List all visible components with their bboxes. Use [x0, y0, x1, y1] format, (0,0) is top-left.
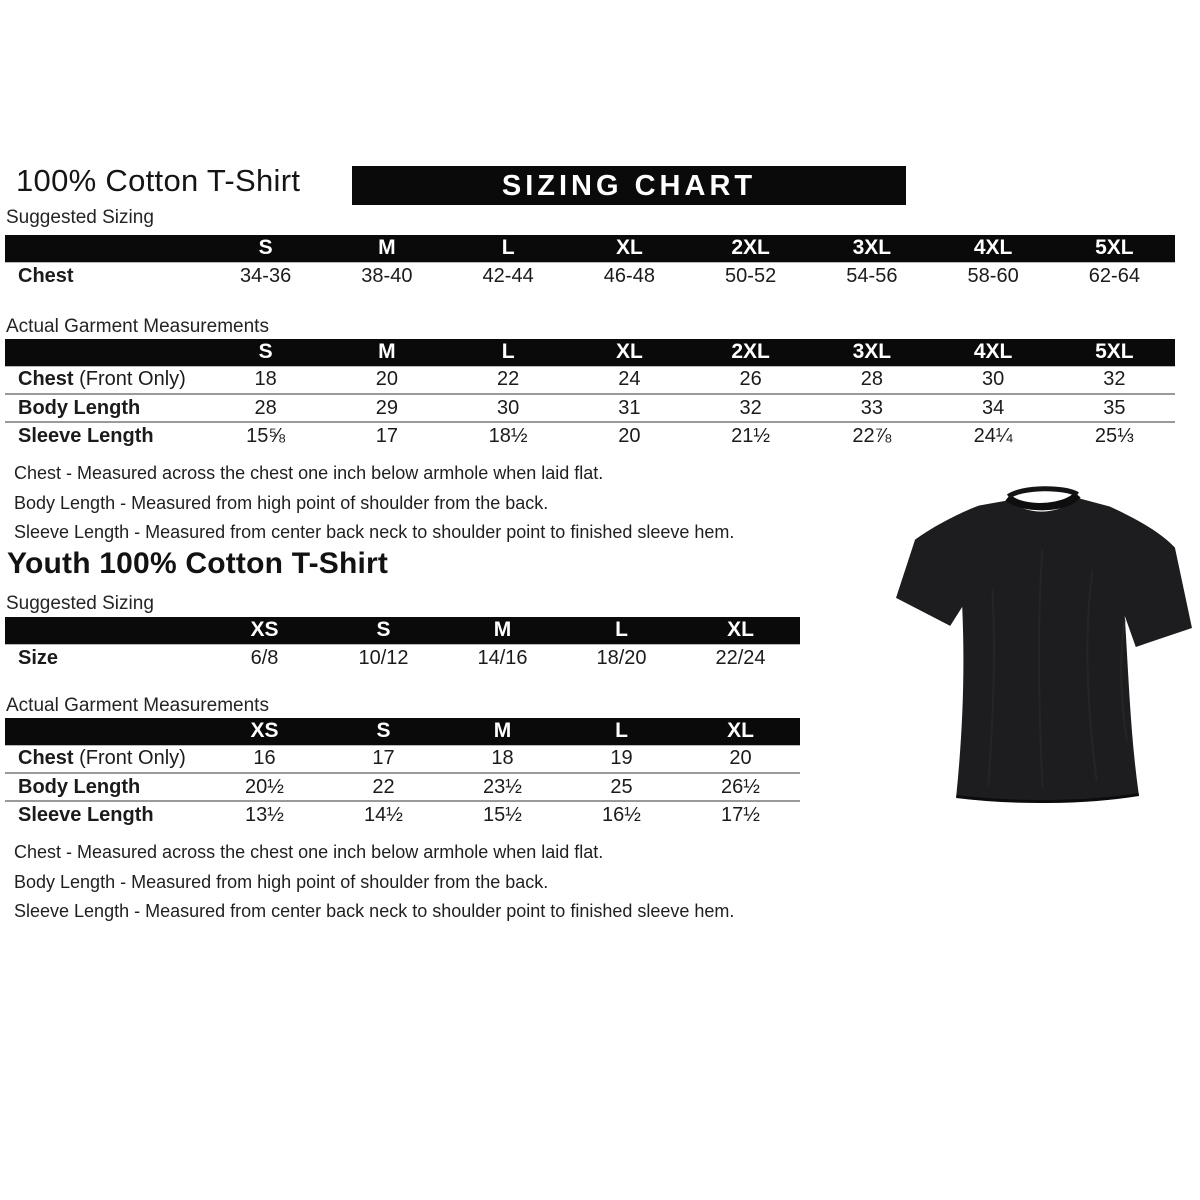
measurement-value: 32	[690, 394, 811, 422]
youth-suggested-sizing-table	[5, 617, 800, 672]
measurement-value: 16	[253, 747, 276, 770]
measurement-value: 62-64	[1088, 264, 1140, 287]
measurement-value: 34	[933, 394, 1054, 422]
size-column-header: XS	[205, 718, 324, 745]
tshirt-body	[896, 499, 1192, 802]
row-label: Sleeve Length	[5, 422, 205, 450]
measurement-value: 15½	[443, 801, 562, 829]
measurement-value: 17½	[681, 801, 800, 829]
measurement-value: 58-60	[967, 264, 1019, 287]
measurement-value: 18½	[448, 422, 569, 450]
youth-actual-measurements-table	[5, 718, 800, 829]
adult-actual-measurements-label: Actual Garment Measurements	[6, 316, 269, 337]
table-row	[5, 773, 800, 801]
size-column-header: M	[326, 235, 447, 262]
sizing-chart-banner: SIZING CHART	[352, 166, 906, 205]
size-column-header: S	[205, 339, 326, 366]
measurement-value: 30	[982, 368, 1005, 391]
measurement-value: 15⅝	[205, 422, 326, 450]
row-label: Body Length	[5, 394, 205, 422]
table-row	[5, 394, 1175, 422]
table-row	[5, 801, 800, 829]
measurement-value: 32	[1103, 368, 1126, 391]
page-title: 100% Cotton T-Shirt	[16, 163, 301, 198]
size-column-header: 3XL	[811, 235, 932, 262]
measurement-value: 23½	[443, 773, 562, 801]
size-column-header: XL	[681, 617, 800, 644]
tshirt-collar-top	[1008, 489, 1077, 497]
measurement-value: 16½	[562, 801, 681, 829]
measurement-value: 30	[448, 394, 569, 422]
table-row	[5, 644, 800, 672]
measurement-value: 54-56	[846, 264, 898, 287]
size-column-header: XL	[681, 718, 800, 745]
measurement-value: 28	[860, 368, 883, 391]
table-row	[5, 422, 1175, 450]
table-row	[5, 745, 800, 773]
header-corner	[5, 617, 205, 644]
measurement-value: 31	[569, 394, 690, 422]
note-body: Body Length - Measured from high point of shoulder from the back.	[14, 871, 549, 892]
header-corner	[5, 718, 205, 745]
size-column-header: S	[324, 617, 443, 644]
size-column-header: XL	[569, 235, 690, 262]
tshirt-image	[892, 479, 1199, 813]
measurement-value: 26	[739, 368, 762, 391]
youth-section-title: Youth 100% Cotton T-Shirt	[7, 547, 389, 580]
measurement-value: 25⅓	[1054, 422, 1175, 450]
measurement-value: 18	[254, 368, 277, 391]
measurement-value: 35	[1054, 394, 1175, 422]
size-column-header: XS	[205, 617, 324, 644]
adult-actual-measurements-table	[5, 339, 1175, 450]
measurement-value: 42-44	[482, 264, 534, 287]
measurement-value: 18/20	[596, 646, 647, 669]
size-column-header: XL	[569, 339, 690, 366]
adult-suggested-sizing-label: Suggested Sizing	[6, 207, 154, 228]
measurement-value: 13½	[205, 801, 324, 829]
header-corner	[5, 235, 205, 262]
measurement-value: 29	[326, 394, 447, 422]
measurement-value: 20½	[205, 773, 324, 801]
adult-measurement-notes	[14, 459, 734, 548]
measurement-value: 10/12	[358, 646, 409, 669]
measurement-value: 26½	[681, 773, 800, 801]
adult-suggested-sizing-table	[5, 235, 1175, 290]
measurement-value: 22/24	[715, 646, 766, 669]
measurement-value: 19	[610, 747, 633, 770]
size-column-header: 2XL	[690, 235, 811, 262]
size-column-header: S	[205, 235, 326, 262]
measurement-value: 20	[375, 368, 398, 391]
measurement-value: 50-52	[725, 264, 777, 287]
youth-actual-measurements-label: Actual Garment Measurements	[6, 695, 269, 716]
row-label: Chest	[18, 264, 74, 287]
row-label: Chest (Front Only)	[18, 368, 186, 391]
measurement-value: 14/16	[477, 646, 528, 669]
size-column-header: M	[443, 718, 562, 745]
measurement-value: 22	[497, 368, 520, 391]
measurement-value: 14½	[324, 801, 443, 829]
measurement-value: 18	[491, 747, 514, 770]
measurement-value: 28	[205, 394, 326, 422]
size-column-header: L	[448, 339, 569, 366]
size-column-header: 3XL	[811, 339, 932, 366]
note-sleeve: Sleeve Length - Measured from center back neck to shoulder point to finished sleeve hem.	[14, 522, 735, 542]
note-chest: Chest - Measured across the chest one inch below armhole when laid flat.	[14, 463, 604, 483]
size-column-header: L	[448, 235, 569, 262]
size-column-header: 5XL	[1054, 235, 1175, 262]
table-row	[5, 366, 1175, 394]
measurement-value: 20	[569, 422, 690, 450]
header-corner	[5, 339, 205, 366]
note-sleeve: Sleeve Length - Measured from center back neck to shoulder point to finished sleeve hem.	[14, 901, 735, 921]
table-row	[5, 262, 1175, 290]
note-body: Body Length - Measured from high point of shoulder from the back.	[14, 492, 549, 513]
measurement-value: 22	[324, 773, 443, 801]
measurement-value: 34-36	[240, 264, 292, 287]
size-column-header: 2XL	[690, 339, 811, 366]
measurement-value: 17	[326, 422, 447, 450]
measurement-value: 38-40	[361, 264, 413, 287]
measurement-value: 20	[729, 747, 752, 770]
youth-measurement-notes	[14, 838, 734, 927]
measurement-value: 24	[618, 368, 641, 391]
youth-suggested-sizing-label: Suggested Sizing	[6, 593, 154, 614]
measurement-value: 6/8	[250, 646, 279, 669]
measurement-value: 21½	[690, 422, 811, 450]
row-label: Size	[18, 646, 59, 669]
measurement-value: 24¼	[933, 422, 1054, 450]
note-chest: Chest - Measured across the chest one inch below armhole when laid flat.	[14, 842, 604, 862]
size-column-header: 4XL	[933, 339, 1054, 366]
size-column-header: 4XL	[933, 235, 1054, 262]
size-column-header: M	[326, 339, 447, 366]
size-column-header: S	[324, 718, 443, 745]
size-column-header: M	[443, 617, 562, 644]
measurement-value: 17	[372, 747, 395, 770]
row-label: Chest (Front Only)	[18, 747, 186, 770]
measurement-value: 22⅞	[811, 422, 932, 450]
measurement-value: 33	[811, 394, 932, 422]
row-label: Body Length	[5, 773, 205, 801]
measurement-value: 46-48	[603, 264, 655, 287]
size-column-header: L	[562, 617, 681, 644]
size-column-header: 5XL	[1054, 339, 1175, 366]
measurement-value: 25	[562, 773, 681, 801]
row-label: Sleeve Length	[5, 801, 205, 829]
size-column-header: L	[562, 718, 681, 745]
